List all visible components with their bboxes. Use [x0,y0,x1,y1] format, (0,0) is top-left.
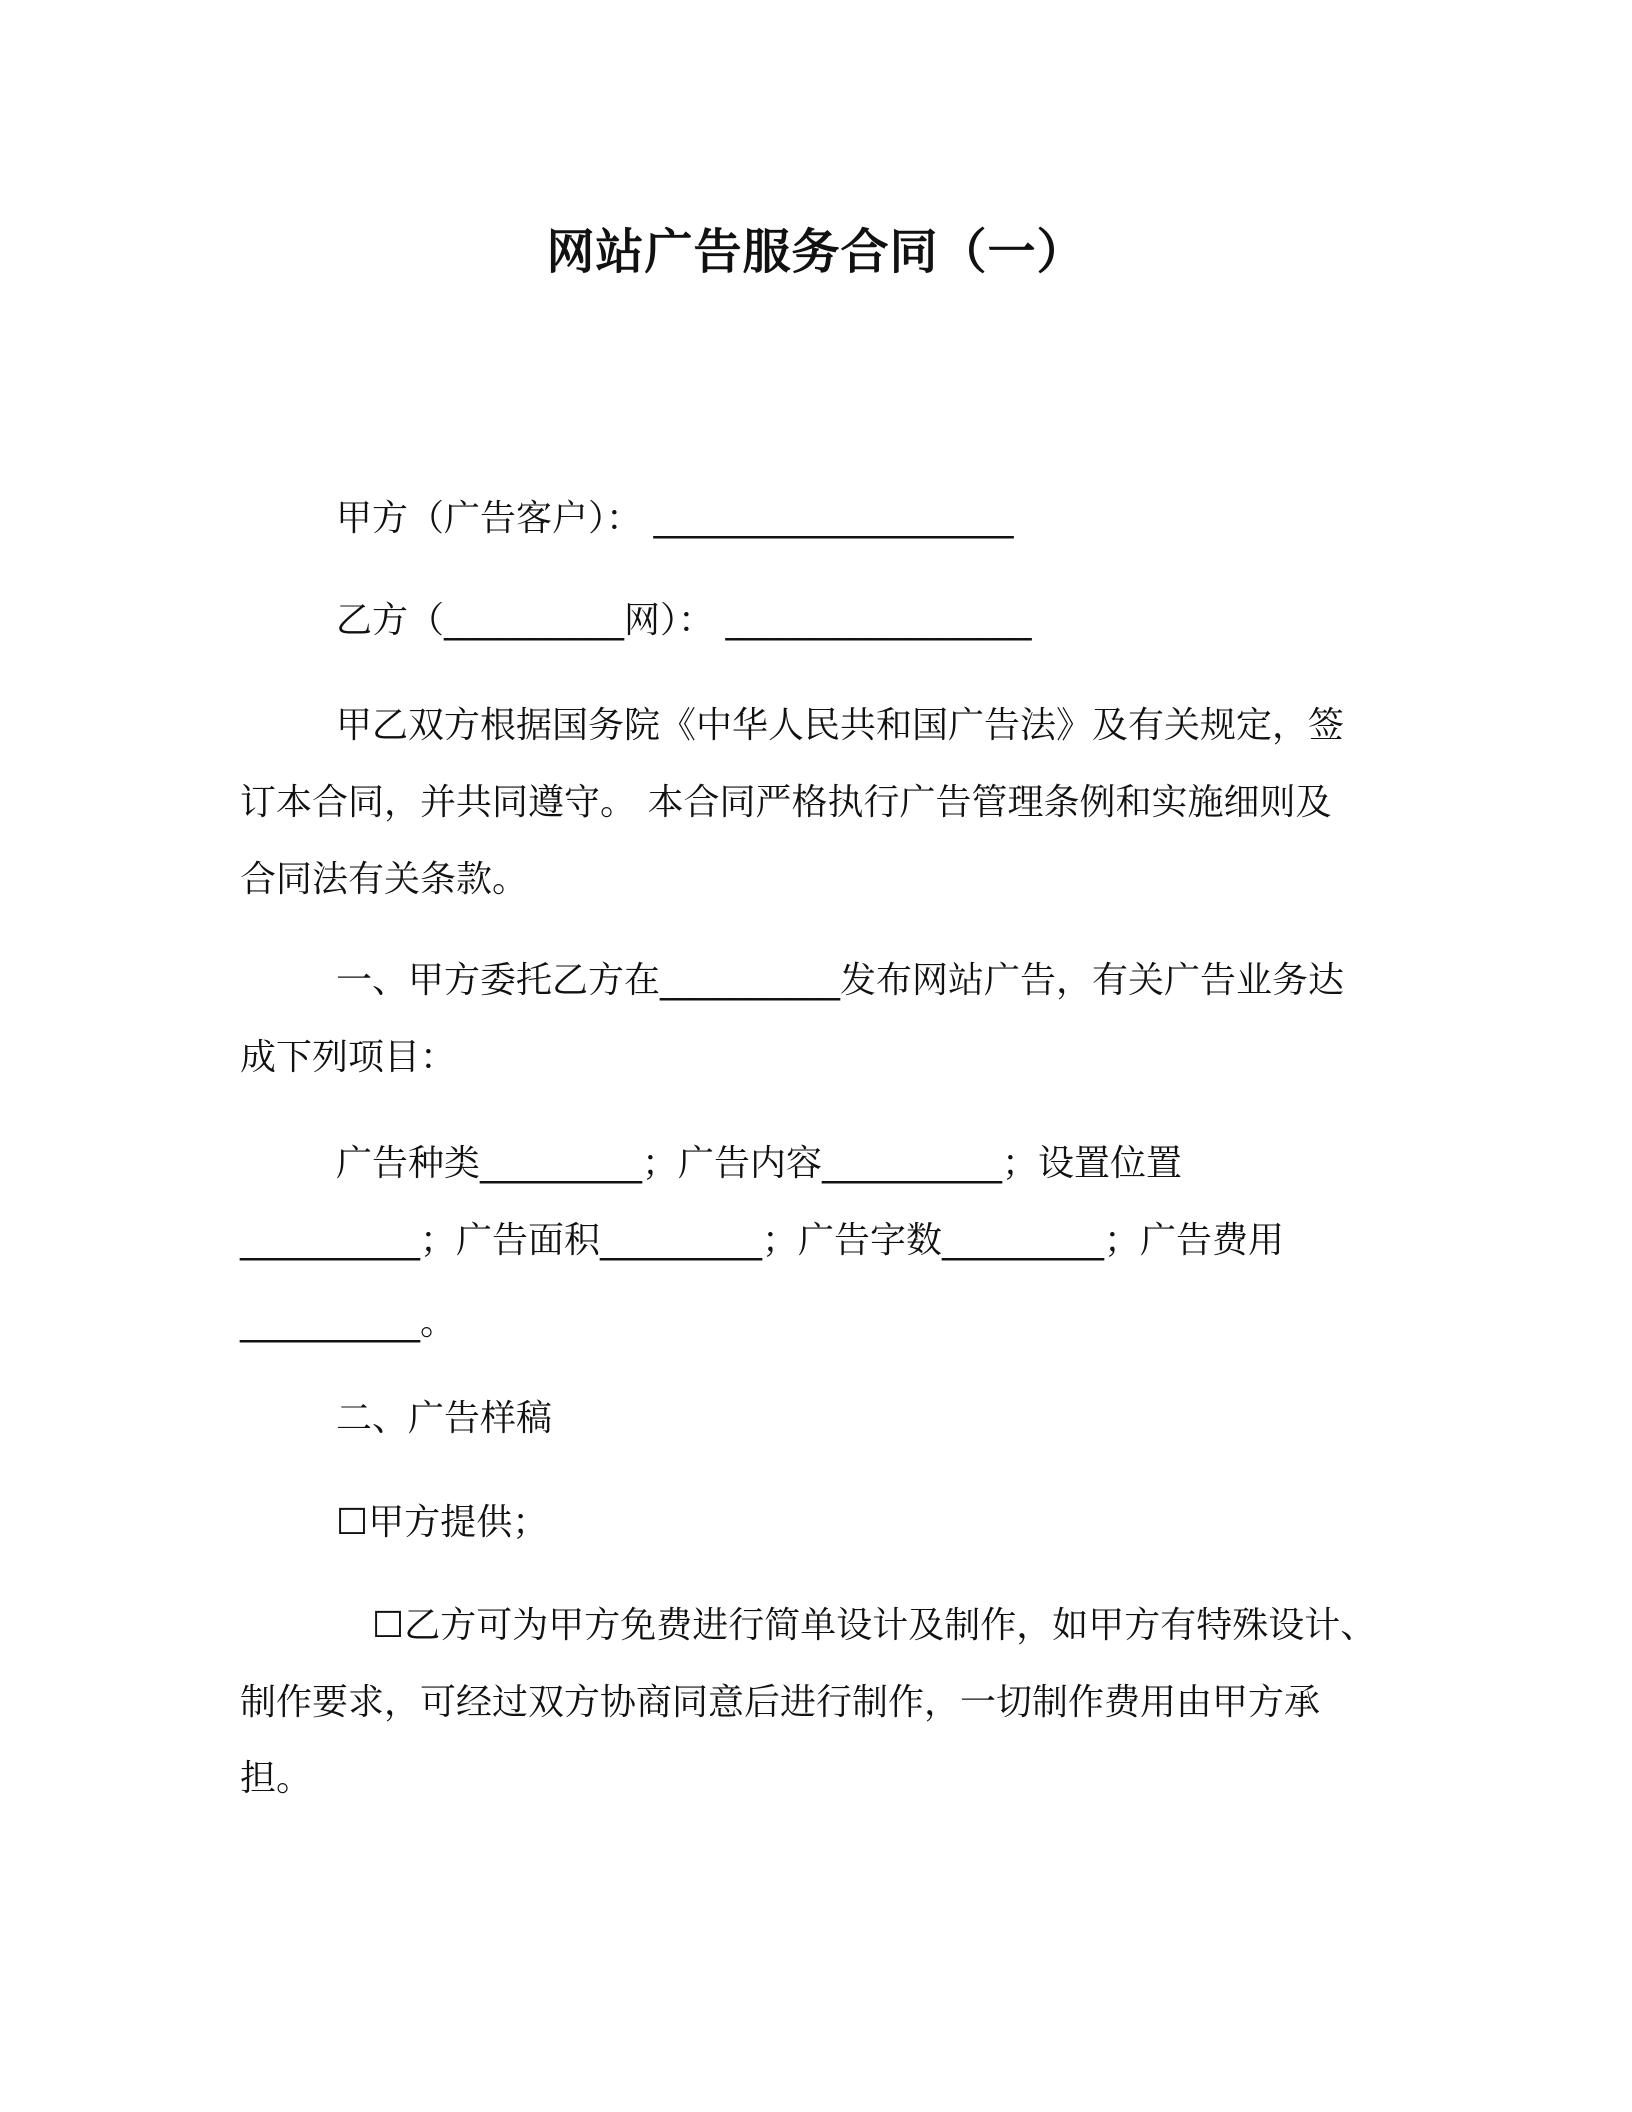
document-title: 网站广告服务合同（一） [546,224,1086,280]
option-a-line: ☐甲方提供； [336,1502,549,1543]
section1-line-1: 一、甲方委托乙方在__________发布网站广告，有关广告业务达 [336,960,1345,1001]
party-a-line: 甲方（广告客户）： ____________________ [336,498,1014,539]
section1-line-2: 成下列项目： [240,1037,457,1078]
items-line-1: 广告种类_________；广告内容__________；设置位置 [336,1143,1183,1184]
option-b-line-1: ☐乙方可为甲方免费进行简单设计及制作，如甲方有特殊设计、 [372,1605,1377,1646]
option-b-line-2: 制作要求，可经过双方协商同意后进行制作，一切制作费用由甲方承 [240,1682,1321,1723]
intro-line-2: 订本合同，并共同遵守。 本合同严格执行广告管理条例和实施细则及 [240,782,1332,823]
option-b-line-3: 担。 [240,1758,313,1799]
intro-line-1: 甲乙双方根据国务院《中华人民共和国广告法》及有关规定，签 [336,705,1345,746]
intro-line-3: 合同法有关条款。 [240,859,529,900]
items-line-3: __________。 [240,1302,457,1343]
items-line-2: __________；广告面积_________；广告字数_________；广告费用 [240,1220,1285,1261]
section2-title: 二、广告样稿 [336,1398,553,1439]
party-b-line: 乙方（__________网）： _________________ [336,600,1032,641]
